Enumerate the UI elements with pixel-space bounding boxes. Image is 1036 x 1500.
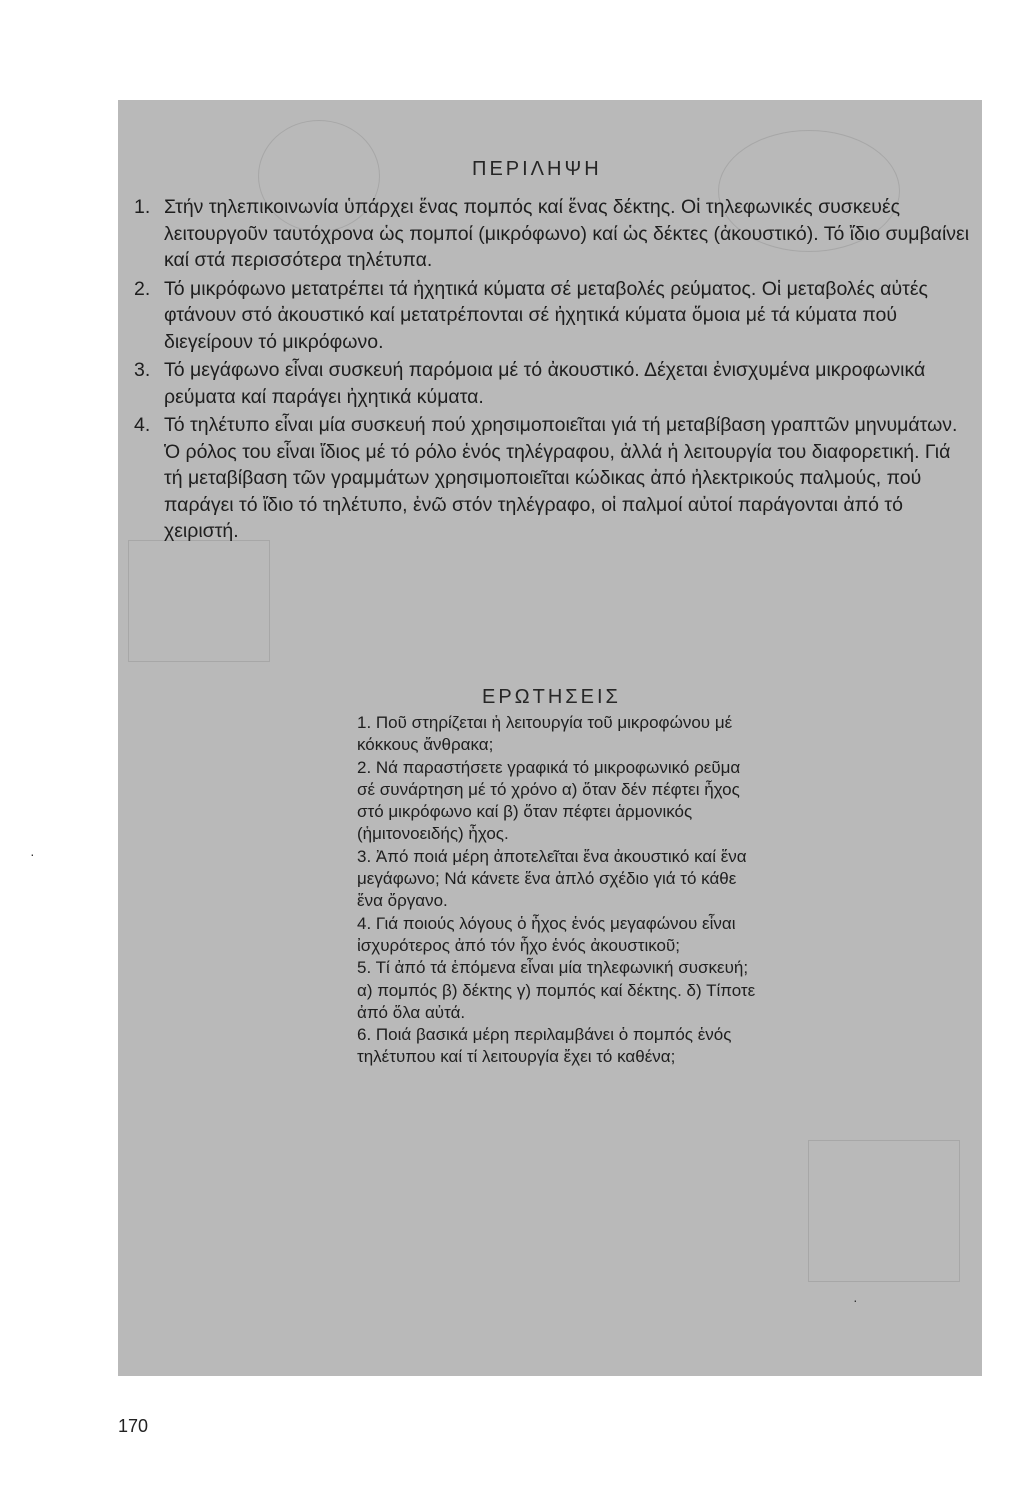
question-item: 2. Νά παραστήσετε γραφικά τό μικροφωνικό ρεῦμα σέ συνάρτηση μέ τό χρόνο α) ὅταν δέν πέφτει ἦχος στό μικρόφωνο καί β) ὅταν πέφτει ἁρμονικός (ἡμιτονοειδής) ἦχος. <box>357 757 741 844</box>
bleed-through-box <box>128 540 270 662</box>
question-item: 6. Ποιά βασικά μέρη περιλαμβάνει ὁ πομπός ἑνός τηλέτυπου καί τί λειτουργία ἔχει τό καθένα; <box>357 1025 732 1067</box>
page-number: 170 <box>118 1416 149 1436</box>
scan-speck: · <box>30 846 35 862</box>
item-number: 3. <box>134 359 151 381</box>
item-number: 4. <box>134 414 151 436</box>
question-item: 5. Τί ἀπό τά ἑπόμενα εἶναι μία τηλεφωνική συσκευή; α) πομπός β) δέκτης γ) πομπός καί δέκτης. δ) Τίποτε ἀπό ὅλα αὐτά. <box>357 958 756 1022</box>
bleed-through-box <box>808 1140 960 1282</box>
scan-speck: · <box>853 1292 858 1308</box>
questions-title: ΕΡΩΤΗΣΕΙΣ <box>482 686 621 708</box>
question-item: 3. Ἀπό ποιά μέρη ἀποτελεῖται ἕνα ἀκουστικό καί ἕνα μεγάφωνο; Νά κάνετε ἕνα ἁπλό σχέδιο γιά τό κάθε ἕνα ὄργανο. <box>357 846 747 911</box>
item-number: 1. <box>134 196 151 218</box>
item-text: Στήν τηλεπικοινωνία ὑπάρχει ἕνας πομπός καί ἕνας δέκτης. Οἱ τηλεφωνικές συσκευές λειτουργοῦν ταυτόχρονα ὡς πομποί (μικρόφωνο) καί ὡς δέκτες (ἀκουστικό). Τό ἴδιο συμβαίνει καί στά περισσότερα τηλέτυπα. <box>164 196 970 271</box>
question-item: 4. Γιά ποιούς λόγους ὁ ἦχος ἑνός μεγαφώνου εἶναι ἰσχυρότερος ἀπό τόν ἦχο ἑνός ἀκουστικοῦ; <box>357 913 736 955</box>
summary-list <box>128 194 970 547</box>
list-item <box>128 357 970 410</box>
item-text: Τό τηλέτυπο εἶναι μία συσκευή πού χρησιμοποιεῖται γιά τή μεταβίβαση γραπτῶν μηνυμάτων. Ὁ ρόλος του εἶναι ἴδιος μέ τό ρόλο ἑνός τηλέγραφου, ἀλλά ἡ λειτουργία του διαφορετική. Γιά τή μεταβίβαση τῶν γραμμάτων χρησιμοποιεῖται κώδικας ἀπό ἠλεκτρικούς παλμούς, πού παράγει τό ἴδιο τό τηλέτυπο, ἐνῶ στόν τηλέγραφο, οἱ παλμοί αὐτοί παράγονται ἀπό τό χειριστή. <box>164 414 958 542</box>
list-item <box>128 412 970 545</box>
list-item <box>128 194 970 274</box>
item-text: Τό μικρόφωνο μετατρέπει τά ἠχητικά κύματα σέ μεταβολές ρεύματος. Οἱ μεταβολές αὐτές φτάνουν στό ἀκουστικό καί μετατρέπονται σέ ἠχητικά κύματα ὅμοια μέ τά κύματα πού διεγείρουν τό μικρόφωνο. <box>164 277 928 353</box>
item-number: 2. <box>134 277 151 300</box>
list-item <box>128 276 970 356</box>
questions-list <box>357 712 757 1069</box>
question-item: 1. Ποῦ στηρίζεται ἡ λειτουργία τοῦ μικροφώνου μέ κόκκους ἄνθρακα; <box>357 713 733 755</box>
item-text: Τό μεγάφωνο εἶναι συσκευή παρόμοια μέ τό ἀκουστικό. Δέχεται ἐνισχυμένα μικροφωνικά ρεύματα καί παράγει ἠχητικά κύματα. <box>164 359 926 408</box>
summary-title: ΠΕΡΙΛΗΨΗ <box>472 158 602 180</box>
